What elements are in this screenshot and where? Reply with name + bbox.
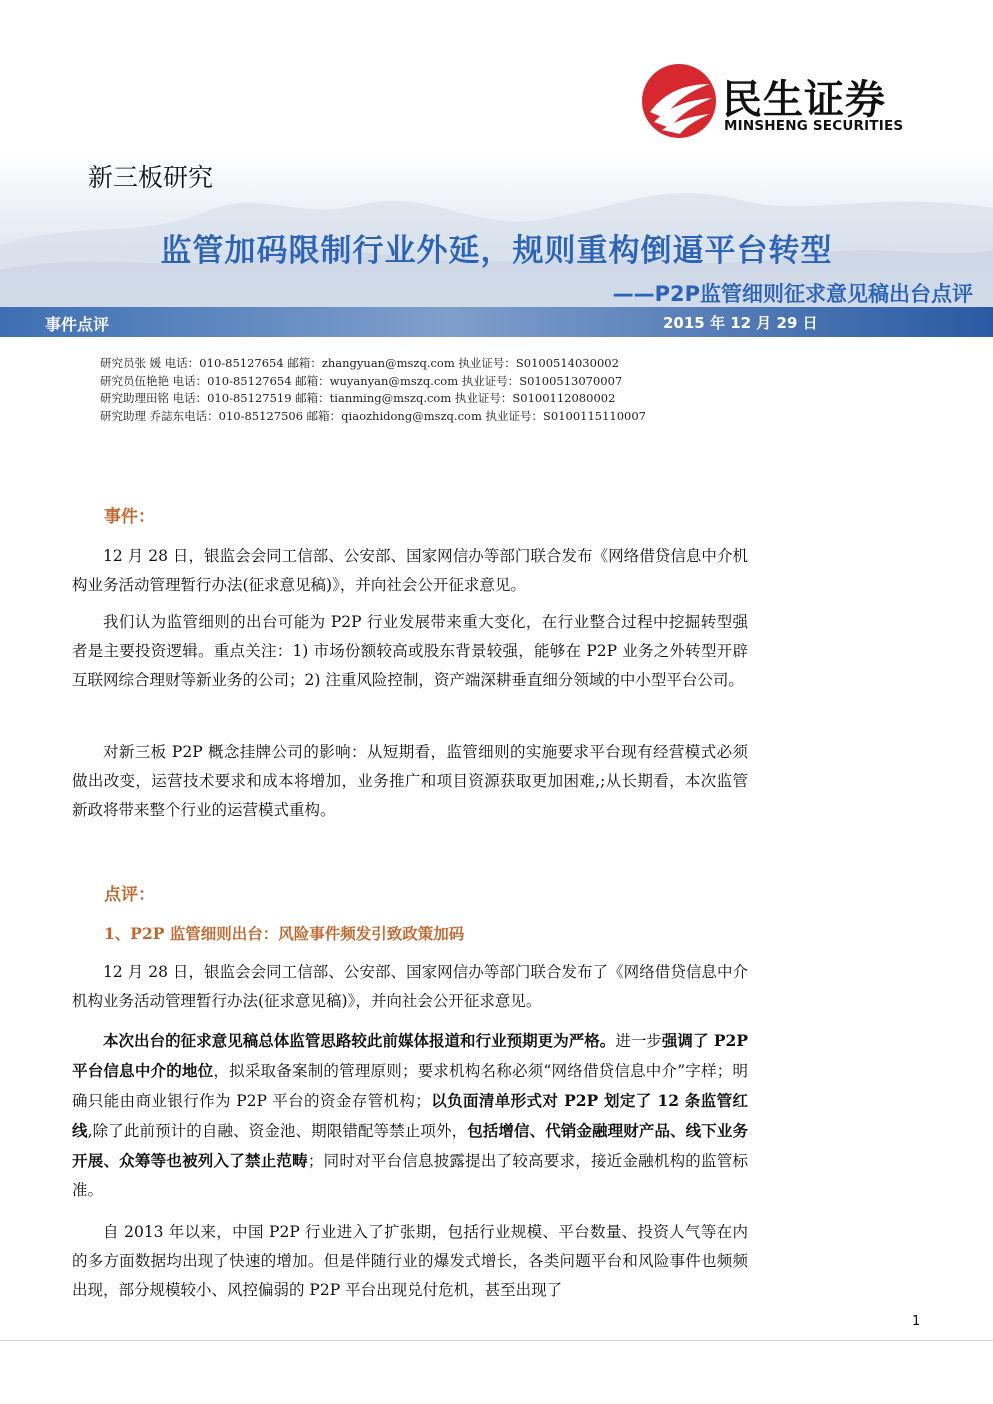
body-text: 进一步 (615, 1032, 662, 1050)
event-paragraph-3: 对新三板 P2P 概念挂牌公司的影响：从短期看，监管细则的实施要求平台现有经营模式必须做出改变，运营技术要求和成本将增加，业务推广和项目资源获取更加困难,;从长期看，本次监管新政将带来整个行业的运营模式重构。 (72, 743, 748, 819)
emphasis-text: 本次出台的征求意见稿总体监管思路较此前媒体报道和行业预期更为严格。 (103, 1031, 616, 1050)
footer-divider (0, 1340, 993, 1341)
body-text: ；同时对平台信息披露提出了较高要求，接近金融机构的监管标准。 (72, 1152, 748, 1199)
comment-paragraph-1: 12 月 28 日，银监会会同工信部、公安部、国家网信办等部门联合发布了《网络借贷信息中介机构业务活动管理暂行办法(征求意见稿)》，并向社会公开征求意见。 (72, 963, 748, 1010)
brand-name-cn: 民生证券 (722, 77, 886, 123)
analyst-line: 研究助理田铭 电话：010-85127519 邮箱：tianming@mszq.com 执业证号：S0100112080002 (100, 391, 616, 405)
brand-logo (640, 62, 930, 142)
event-heading: 事件： (104, 507, 155, 527)
analyst-line: 研究助理 乔誌东电话：010-85127506 邮箱：qiaozhidong@mszq.com 执业证号：S0100115110007 (100, 408, 646, 423)
emphasis-text: 以负面清单形式对 P2P 划定了 12 条监管红线 (72, 1091, 748, 1140)
comment-subheading-1: 1、P2P 监管细则出台：风险事件频发引致政策加码 (104, 924, 465, 943)
analyst-line: 研究员张 媛 电话：010-85127654 邮箱：zhangyuan@mszq.com 执业证号：S0100514030002 (100, 356, 619, 370)
report-date: 2015 年 12 月 29 日 (663, 314, 818, 332)
page-number: 1 (912, 1314, 921, 1329)
event-paragraph-1: 12 月 28 日，银监会会同工信部、公安部、国家网信办等部门联合发布《网络借贷信息中介机构业务活动管理暂行办法(征求意见稿)》，并向社会公开征求意见。 (72, 547, 748, 594)
section-label: 新三板研究 (88, 163, 214, 192)
event-paragraph-2: 我们认为监管细则的出台可能为 P2P 行业发展带来重大变化，在行业整合过程中挖掘转型强者是主要投资逻辑。重点关注：1) 市场份额较高或股东背景较强，能够在 P2P 业务之外转型开辟互联网综合理财等新业务的公司；2) 注重风险控制，资产端深耕垂直细分领域的中小型平台公司。 (72, 613, 748, 689)
brand-name-en: MINSHENG SECURITIES (724, 118, 904, 134)
emphasis-text: 强调了 P2P 平台信息中介的地位 (72, 1031, 748, 1080)
minsheng-swoosh-logo-icon (640, 62, 718, 140)
report-title: 监管加码限制行业外延，规则重构倒逼平台转型 (160, 233, 833, 269)
comment-heading: 点评： (104, 885, 155, 905)
body-text: ，拟采取备案制的管理原则；要求机构名称必须“网络借贷信息中介”字样；明确只能由商业银行作为 P2P 平台的资金存管机构； (72, 1062, 748, 1110)
report-type-bar (0, 307, 993, 337)
report-subtitle: ——P2P监管细则征求意见稿出台点评 (612, 282, 973, 306)
body-text: ,除了此前预计的自融、资金池、期限错配等禁止项外， (87, 1122, 468, 1140)
analyst-line: 研究员伍艳艳 电话：010-85127654 邮箱：wuyanyan@mszq.com 执业证号：S0100513070007 (100, 373, 623, 388)
emphasis-text: 包括增信、代销金融理财产品、线下业务开展、众筹等也被列入了禁止范畴 (72, 1121, 748, 1170)
analyst-contacts (100, 355, 646, 425)
report-type-label: 事件点评 (45, 315, 110, 334)
comment-paragraph-2 (72, 1026, 748, 1205)
comment-paragraph-3: 自 2013 年以来，中国 P2P 行业进入了扩张期，包括行业规模、平台数量、投资人气等在内的多方面数据均出现了快速的增加。但是伴随行业的爆发式增长，各类问题平台和风险事件也频频出现，部分规模较小、风控偏弱的 P2P 平台出现兑付危机，甚至出现了 (72, 1223, 748, 1299)
